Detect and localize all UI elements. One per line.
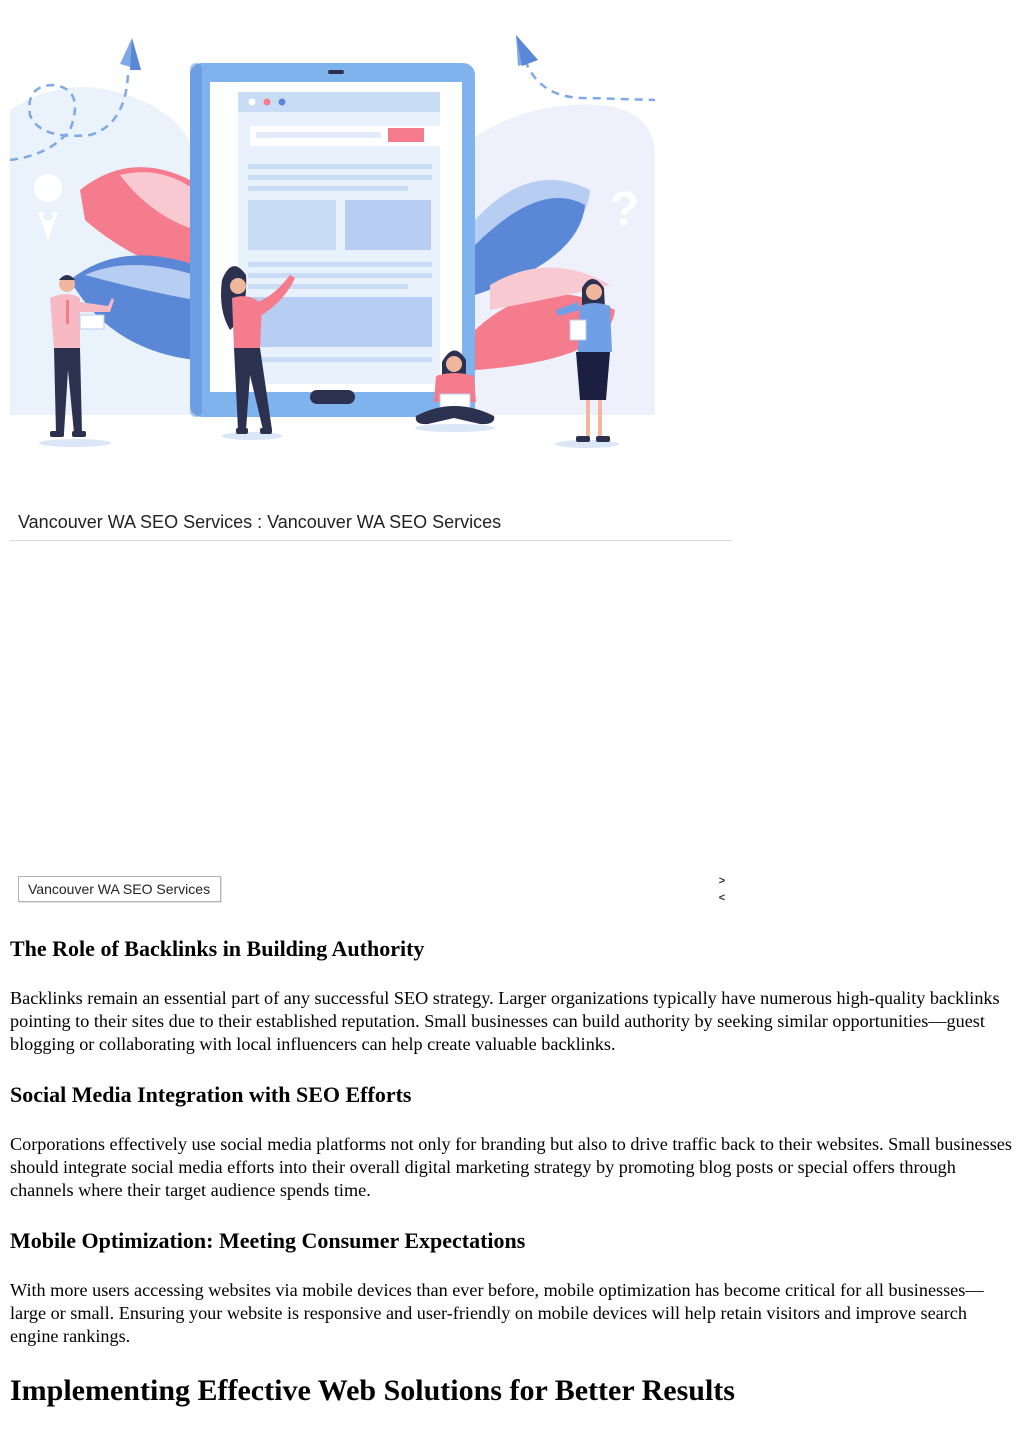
section-heading-mobile: Mobile Optimization: Meeting Consumer Expectations: [10, 1228, 526, 1253]
browser-search-line: [256, 132, 381, 138]
hero-illustration: [10, 30, 660, 455]
tablet-speaker: [328, 70, 344, 74]
browser-search-button: [388, 128, 424, 142]
map-next-button[interactable]: >: [718, 875, 726, 887]
laptop-icon: [80, 315, 104, 329]
section-body-social-media: Corporations effectively use social media platforms not only for branding but also to drive traffic back to their websites. Small businesses should integrate social media efforts into their overall digital marketing strategy by promoting blog posts or special offers through channels where their target audience spends time.: [10, 1134, 1012, 1201]
dashed-path-right: [525, 60, 655, 100]
tablet-shadow: [190, 63, 202, 417]
section-heading-implementing: Implementing Effective Web Solutions for Better Results: [10, 1374, 735, 1407]
section-body-backlinks: Backlinks remain an essential part of any successful SEO strategy. Larger organizations typically have numerous high-quality backlinks pointing to their sites due to their established reputation. Small businesses can build authority by seeking similar opportunities—guest blogging or collaborating with local influencers can help create valuable backlinks.: [10, 988, 1000, 1055]
section-heading-social-media: Social Media Integration with SEO Efforts: [10, 1082, 412, 1107]
paper-plane-icon: [120, 38, 141, 70]
map-place-button[interactable]: Vancouver WA SEO Services: [18, 876, 221, 902]
map-prev-button[interactable]: <: [718, 892, 726, 904]
question-mark-icon: ?: [610, 183, 640, 236]
map-title: Vancouver WA SEO Services : Vancouver WA SEO Services: [18, 512, 502, 532]
tablet-home-button: [310, 390, 355, 404]
clipboard-icon: [570, 320, 586, 340]
map-canvas[interactable]: [10, 541, 732, 871]
browser-card-left: [248, 200, 336, 250]
browser-card-right: [345, 200, 431, 250]
paper-plane-icon: [516, 35, 538, 66]
browser-banner: [248, 297, 432, 347]
section-heading-backlinks: The Role of Backlinks in Building Authority: [10, 936, 425, 961]
section-body-mobile: With more users accessing websites via mobile devices than ever before, mobile optimization has become critical for all businesses—large or small. Ensuring your website is responsive and user-friendly on mobile devices will help retain visitors and improve search engine rankings.: [10, 1280, 984, 1347]
